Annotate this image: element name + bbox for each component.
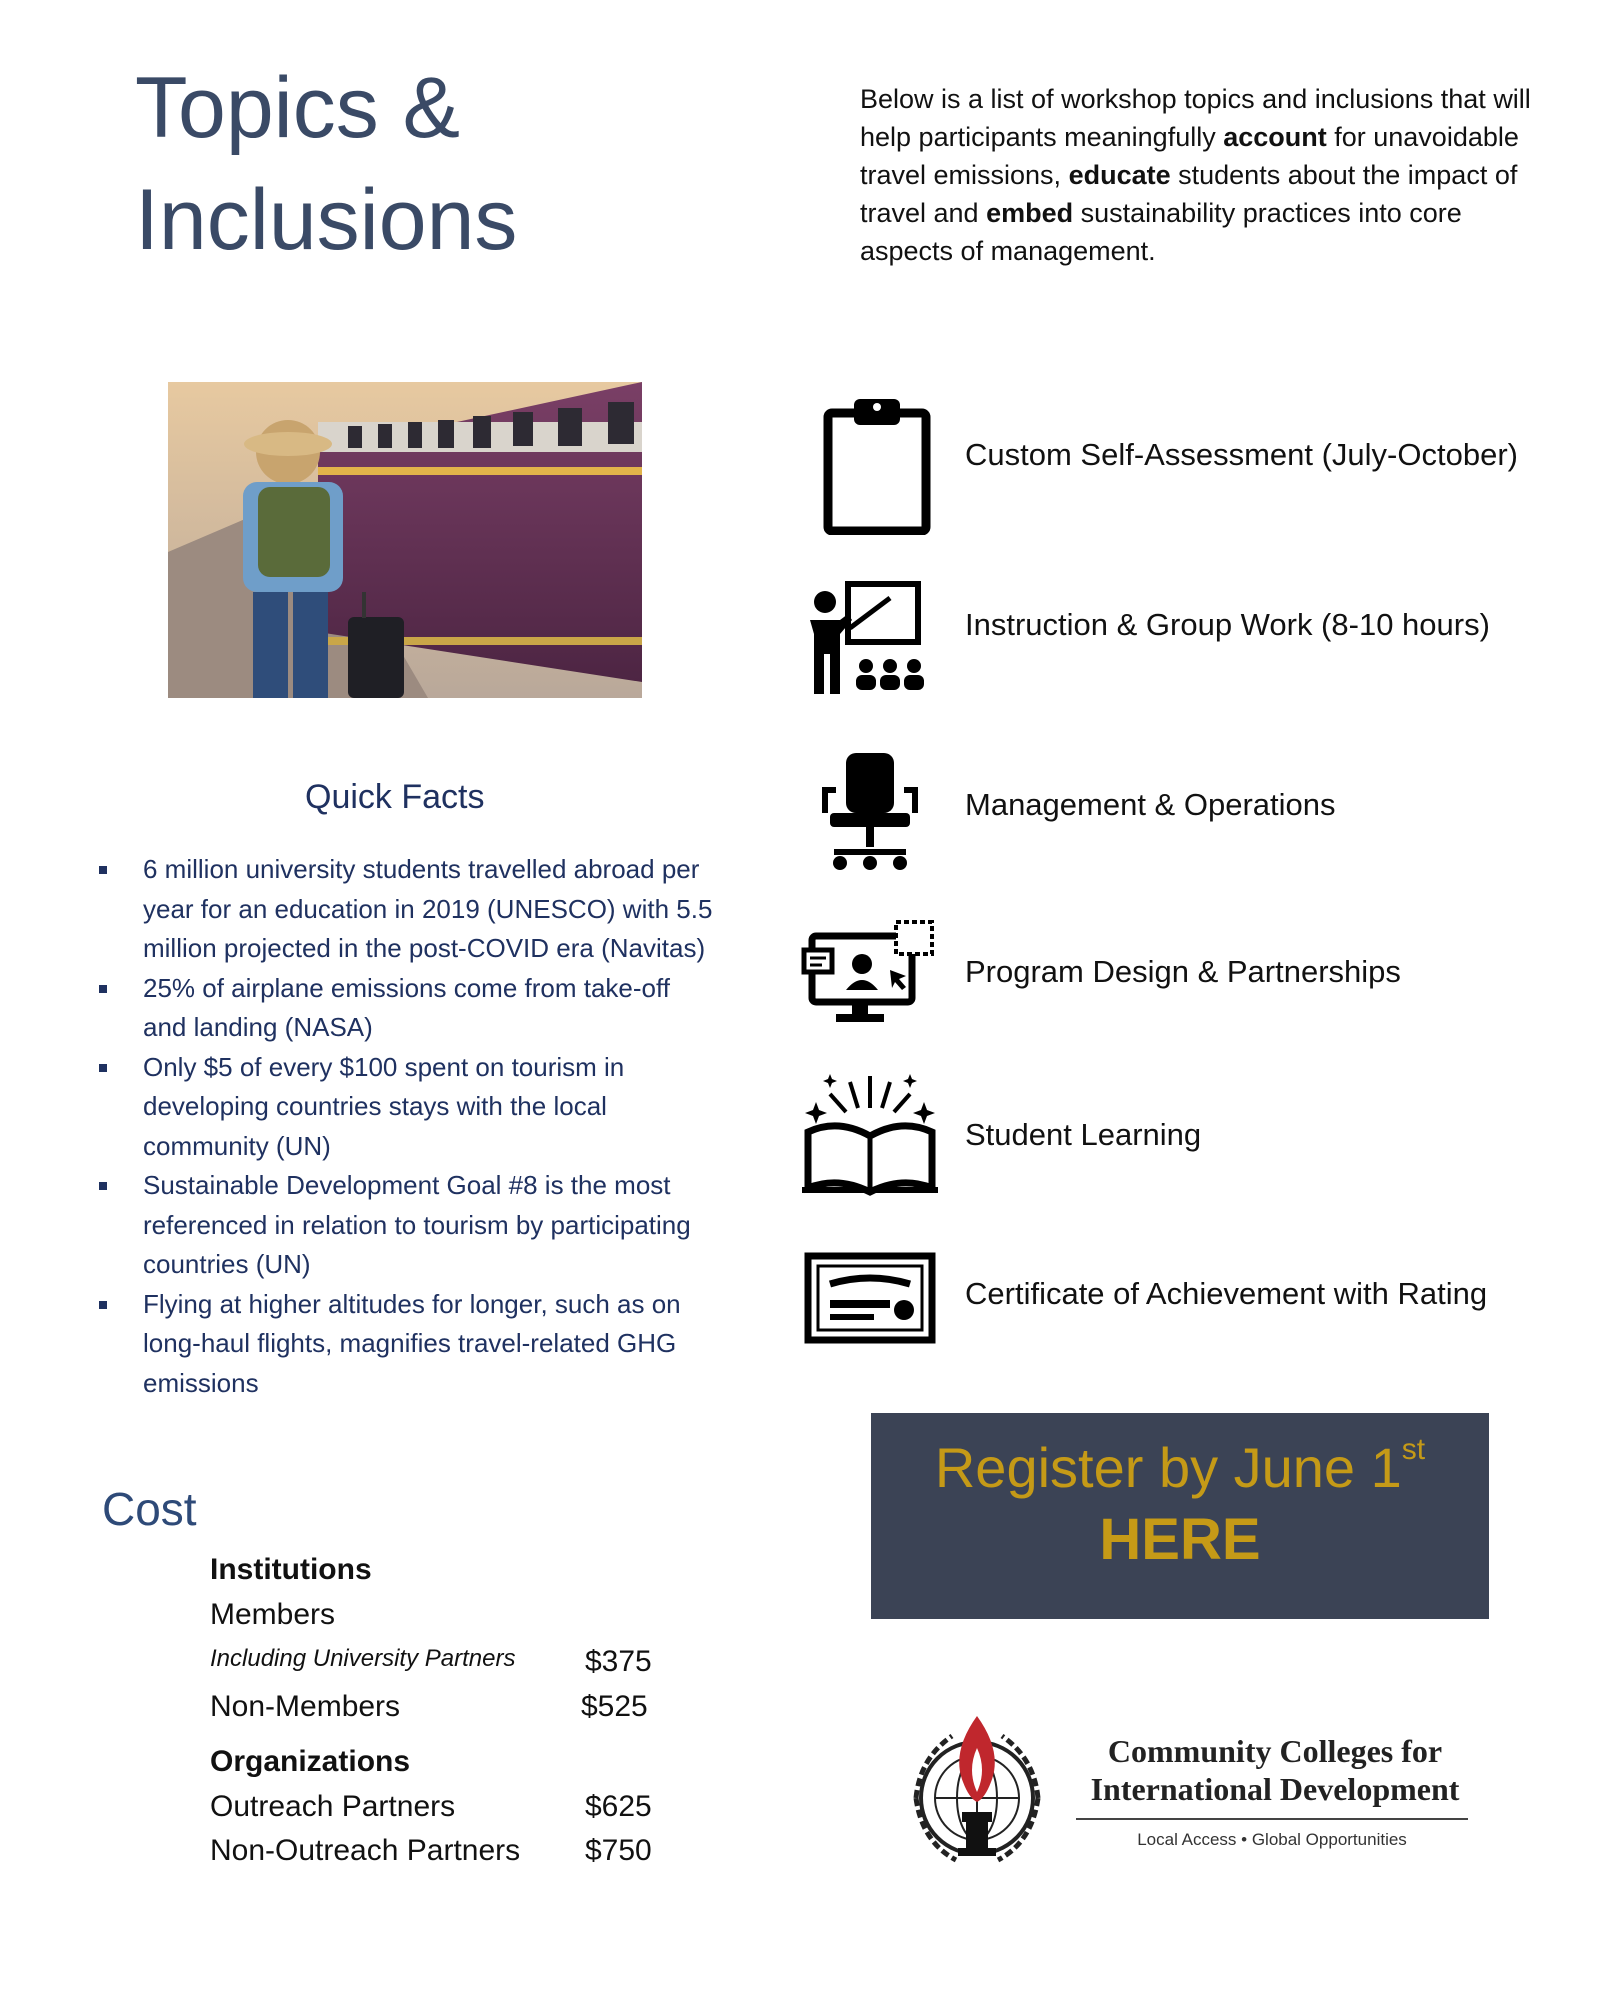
topic-label: Certificate of Achievement with Rating <box>965 1276 1488 1311</box>
members-note: Including University Partners <box>210 1645 516 1672</box>
nonoutreach-label: Non-Outreach Partners <box>210 1834 521 1867</box>
organization-name <box>1075 1732 1475 1808</box>
nonoutreach-price: $750 <box>585 1834 652 1867</box>
nonmembers-price: $525 <box>581 1690 648 1723</box>
presentation-icon <box>800 580 940 720</box>
intro-text-1: Below is a list of workshop topics and inclusions that will help participants meaningfully <box>860 84 1531 152</box>
topic-label: Management & Operations <box>965 787 1336 822</box>
list-item: Only $5 of every $100 spent on tourism in developing countries stays with the local community (UN) <box>95 1048 715 1167</box>
intro-bold-educate: educate <box>1068 160 1171 190</box>
list-item: 25% of airplane emissions come from take-off and landing (NASA) <box>95 969 715 1048</box>
organization-name-line2: International Development <box>1090 1771 1460 1807</box>
traveler-photo <box>168 382 642 698</box>
organizations-heading: Organizations <box>210 1745 411 1778</box>
topic-program-design <box>800 918 1580 1058</box>
intro-bold-account: account <box>1223 122 1327 152</box>
clipboard-icon <box>800 395 940 535</box>
monitor-network-icon <box>800 918 940 1058</box>
topic-instruction <box>800 580 1580 720</box>
cost-title: Cost <box>102 1483 197 1535</box>
topic-management <box>800 745 1580 885</box>
register-text: Register by June 1st <box>934 1433 1426 1499</box>
members-label: Members <box>210 1598 336 1631</box>
topic-certificate <box>800 1248 1580 1388</box>
ccid-emblem-logo <box>902 1708 1052 1868</box>
page-title-line1: Topics & <box>135 60 461 156</box>
topic-label: Program Design & Partnerships <box>965 954 1401 989</box>
register-button[interactable] <box>871 1413 1489 1619</box>
nonmembers-label: Non-Members <box>210 1690 401 1723</box>
organization-tagline: Local Access • Global Opportunities <box>1137 1830 1407 1849</box>
intro-text-4: sustainability practices into core aspects of management. <box>860 198 1462 266</box>
outreach-price: $625 <box>585 1790 652 1823</box>
institutions-heading: Institutions <box>210 1553 372 1586</box>
quick-facts-list <box>95 850 715 1403</box>
logo-divider <box>1076 1818 1468 1820</box>
topic-label: Instruction & Group Work (8-10 hours) <box>965 607 1490 642</box>
list-item: 6 million university students travelled abroad per year for an education in 2019 (UNESCO) with 5.5 million projected in the post-COVID era (Navitas) <box>95 850 715 969</box>
topic-label: Custom Self-Assessment (July-October) <box>965 437 1518 472</box>
topic-student-learning <box>800 1072 1580 1212</box>
list-item: Sustainable Development Goal #8 is the most referenced in relation to tourism by participating countries (UN) <box>95 1166 715 1285</box>
intro-text-2: for unavoidable travel emissions, <box>860 122 1519 190</box>
register-superscript: st <box>1401 1433 1426 1467</box>
topic-label: Student Learning <box>965 1117 1202 1152</box>
quick-facts-title: Quick Facts <box>305 778 485 816</box>
page-title <box>135 52 517 276</box>
office-chair-icon <box>800 745 940 885</box>
intro-text-3: students about the impact of travel and <box>860 160 1518 228</box>
intro-bold-embed: embed <box>986 198 1074 228</box>
outreach-label: Outreach Partners <box>210 1790 456 1823</box>
open-book-icon <box>800 1072 940 1212</box>
register-here-link[interactable]: HERE <box>1099 1507 1261 1572</box>
members-price: $375 <box>585 1645 652 1678</box>
page-title-line2: Inclusions <box>135 172 518 268</box>
certificate-icon <box>800 1248 940 1388</box>
organization-name-line1: Community Colleges for <box>1107 1733 1443 1769</box>
topic-self-assessment <box>800 395 1580 535</box>
list-item: Flying at higher altitudes for longer, such as on long-haul flights, magnifies travel-related GHG emissions <box>95 1285 715 1404</box>
intro-paragraph <box>860 80 1560 270</box>
